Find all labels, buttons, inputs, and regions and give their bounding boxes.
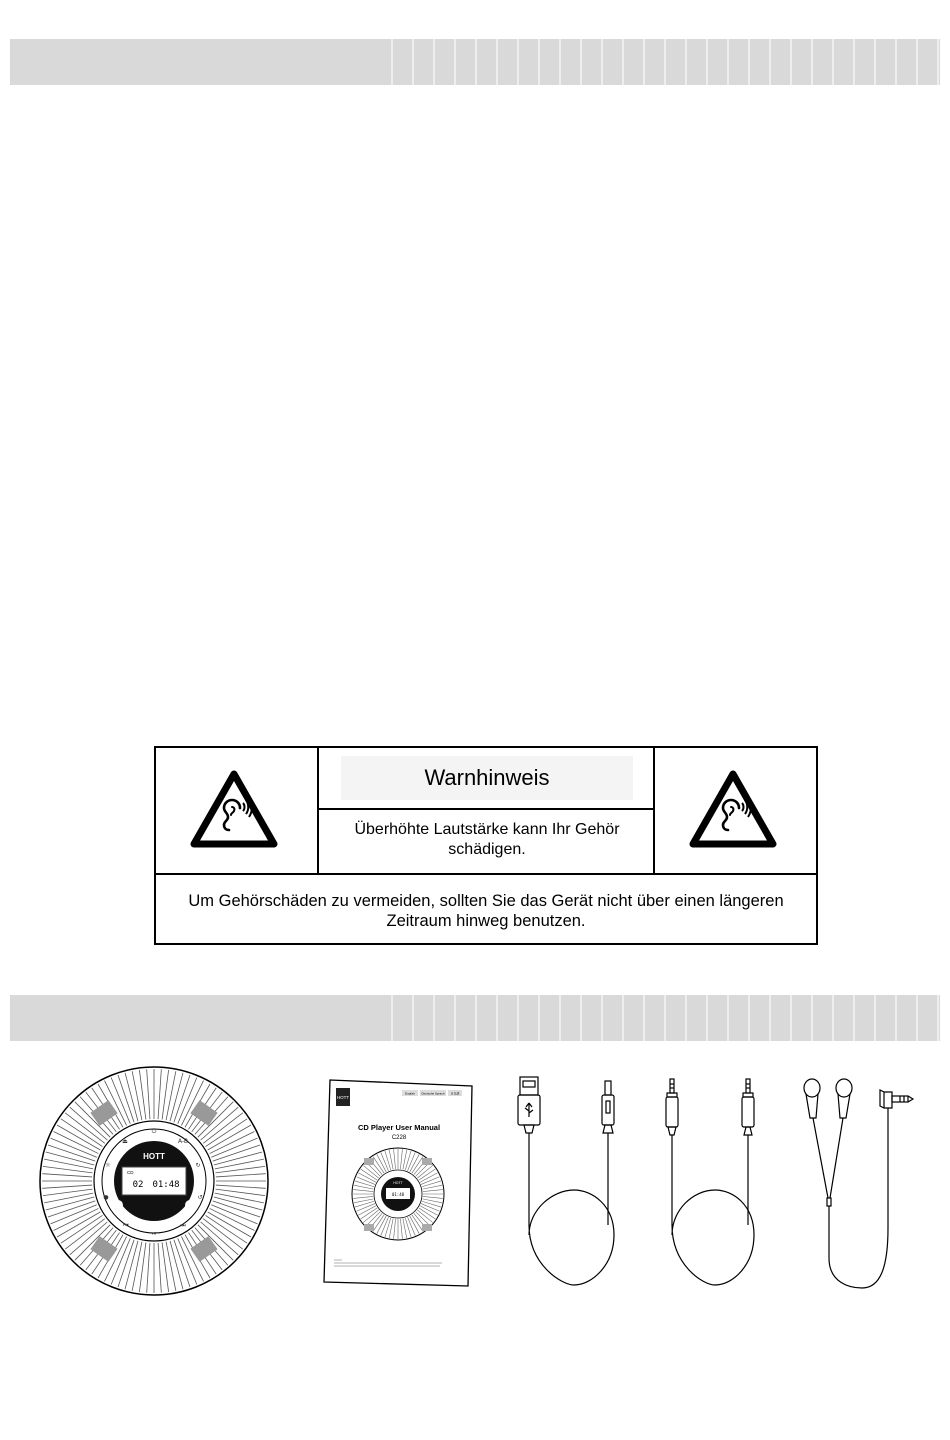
warning-subtitle: Überhöhte Lautstärke kann Ihr Gehör schädigen. [354, 821, 620, 858]
manual-model: C228 [391, 1135, 407, 1141]
warning-subtitle-cell [319, 810, 655, 873]
warning-icon-cell-right [653, 748, 816, 873]
svg-text:⏻: ⏻ [151, 1128, 157, 1135]
hearing-warning-icon [188, 768, 280, 852]
earphones-image [800, 1078, 920, 1290]
aux-cable-image [658, 1075, 768, 1290]
manual-title: CD Player User Manual [357, 1123, 441, 1132]
user-manual-image [322, 1078, 476, 1288]
manual-lang-3: 日本語 [450, 1091, 460, 1096]
warning-title: Warnhinweis [341, 756, 633, 800]
svg-text:↻: ↻ [195, 1162, 201, 1169]
svg-text:⏭: ⏭ [180, 1222, 186, 1229]
player-brand: HOTT [143, 1152, 165, 1161]
player-display-mode: CD [127, 1170, 134, 1175]
hearing-warning-icon [687, 768, 779, 852]
svg-text:HOTT: HOTT [393, 1181, 403, 1185]
svg-text:●: ● [103, 1194, 109, 1201]
svg-text:☼: ☼ [105, 1162, 111, 1169]
svg-text:⏯: ⏯ [151, 1230, 157, 1237]
warning-title-cell [319, 748, 655, 810]
cd-player-image [38, 1065, 270, 1297]
usb-cable-image [512, 1075, 622, 1290]
manual-lang-1: English [405, 1091, 415, 1096]
player-display-track: 02 [132, 1180, 144, 1190]
player-display-time: 01:48 [152, 1180, 180, 1190]
svg-text:↺: ↺ [197, 1194, 203, 1201]
warning-body-cell [156, 873, 816, 943]
manual-lang-2: Deutsche Sprach [421, 1091, 445, 1096]
warning-icon-cell-left [156, 748, 319, 873]
manual-display-time: 01:48 [391, 1192, 405, 1197]
section-header-band-1 [10, 39, 940, 85]
svg-text:A-B: A-B [177, 1138, 189, 1145]
section-header-band-2 [10, 995, 940, 1041]
svg-text:⏏: ⏏ [122, 1138, 128, 1145]
manual-brand: HOTT [336, 1095, 350, 1100]
warning-box [154, 746, 818, 945]
svg-text:⏮: ⏮ [123, 1222, 129, 1229]
warning-body: Um Gehörschäden zu vermeiden, sollten Sie das Gerät nicht über einen längeren Zeitraum hinweg benutzen. [188, 892, 784, 930]
